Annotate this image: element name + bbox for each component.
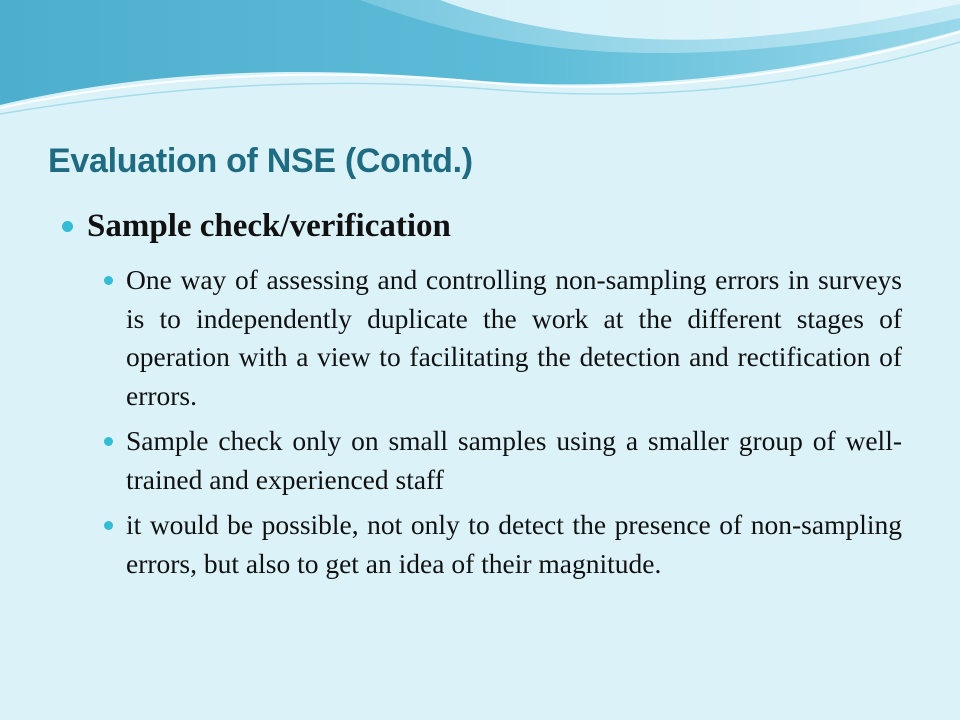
sub-bullet-item	[104, 506, 902, 583]
bullet-text: it would be possible, not only to detect the presence of non-sampling errors, but also to get an idea of their magnitude.	[126, 509, 902, 579]
bullet-text: One way of assessing and controlling non-sampling errors in surveys is to independently duplicate the work at the different stages of operation with a view to facilitating the detection and rectification of errors.	[126, 264, 902, 411]
level1-bullet-item	[62, 208, 451, 245]
bullet-icon	[104, 276, 113, 285]
sub-bullet-item	[104, 261, 902, 415]
sub-bullet-item	[104, 422, 902, 499]
bullet-icon	[104, 437, 113, 446]
sub-bullet-list	[104, 261, 902, 590]
slide-title: Evaluation of NSE (Contd.)	[48, 142, 473, 180]
section-heading: Sample check/verification	[87, 208, 451, 244]
bullet-icon	[62, 221, 73, 232]
bullet-text: Sample check only on small samples using a smaller group of well-trained and experienced staff	[126, 425, 902, 495]
bullet-icon	[104, 521, 113, 530]
header-wave-decoration	[0, 0, 960, 120]
